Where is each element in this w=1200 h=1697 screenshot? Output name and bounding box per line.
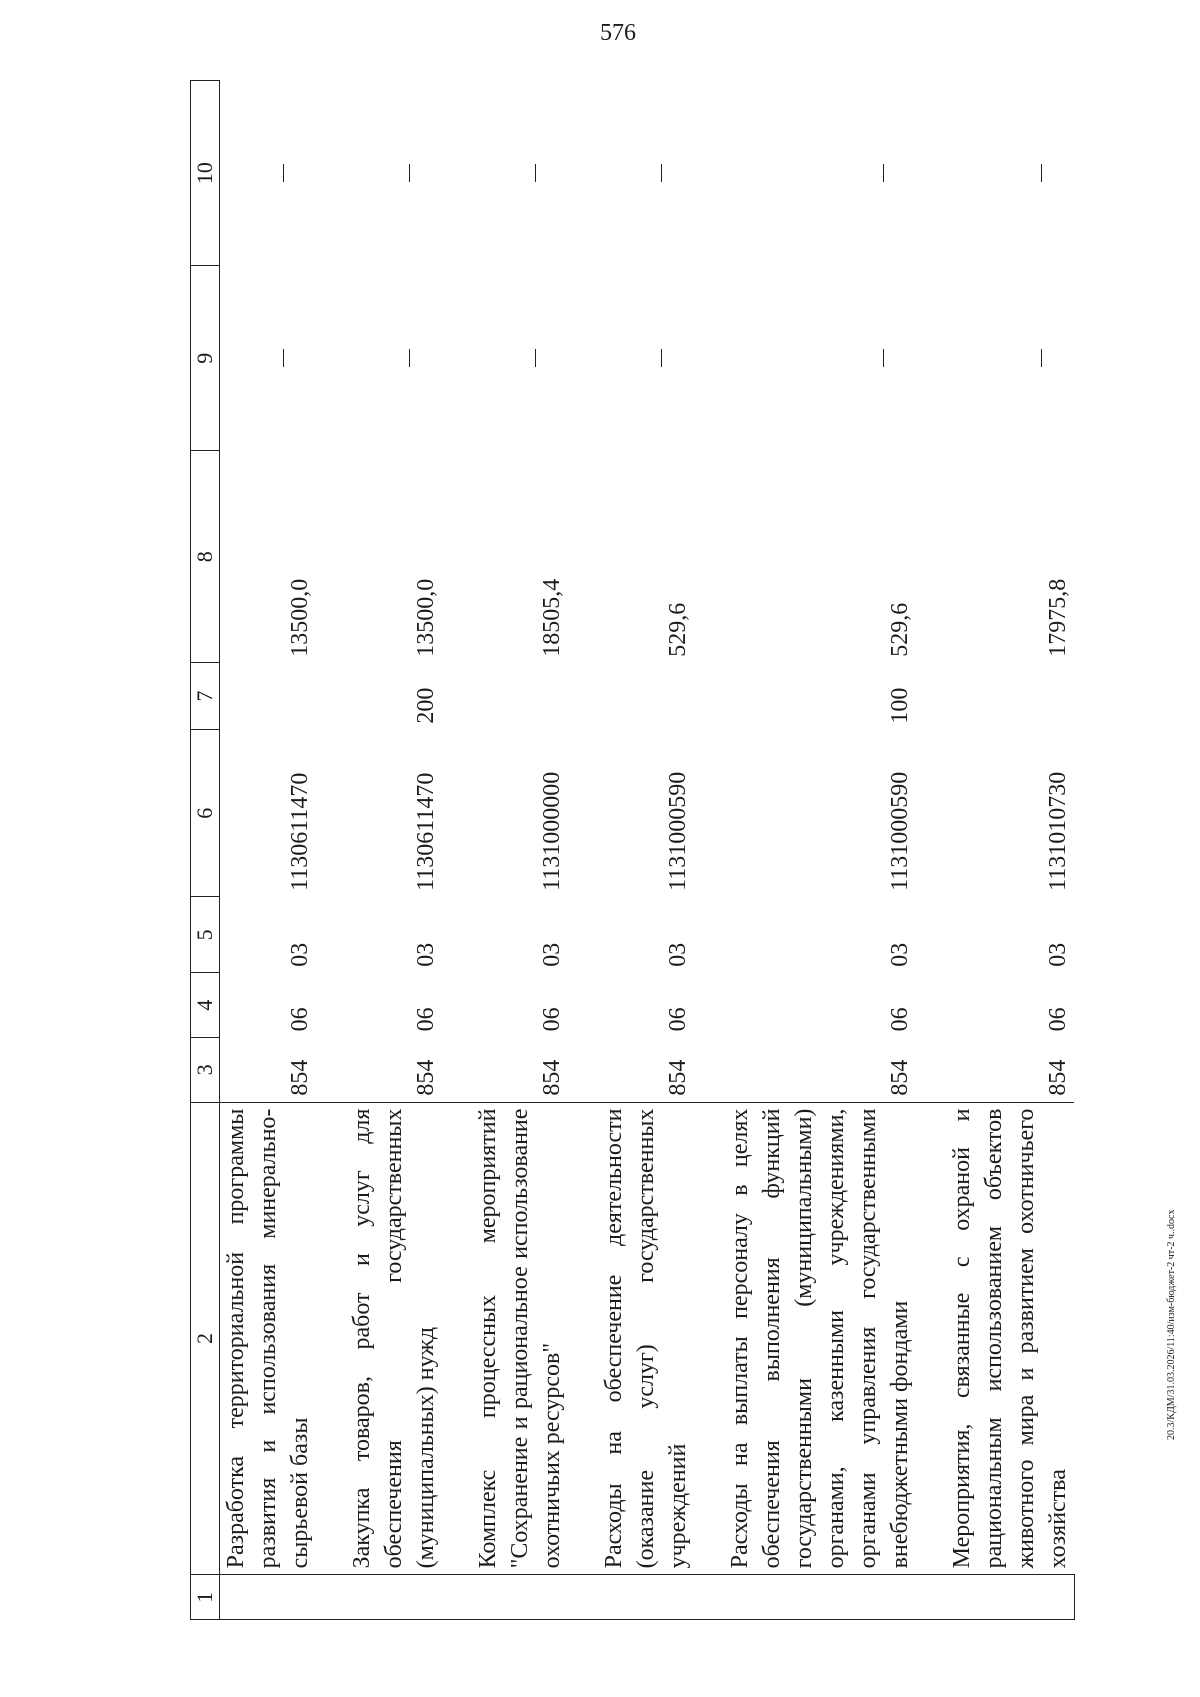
cell-c10 [946, 81, 1074, 266]
spacer-cell [916, 81, 946, 266]
spacer-cell [916, 730, 946, 897]
spacer-cell [316, 266, 346, 451]
cell-c9 [946, 266, 1074, 451]
dash-mark [883, 349, 916, 367]
dash-mark [535, 349, 568, 367]
cell-c8: 13500,0 [287, 578, 313, 657]
cell-c10 [346, 81, 442, 266]
spacer-cell [694, 81, 724, 266]
spacer-cell [442, 897, 472, 973]
spacer-cell [568, 973, 598, 1038]
cell-c4: 06 [1045, 1007, 1071, 1032]
spacer-cell [694, 1037, 724, 1102]
cell-c3: 854 [472, 1037, 568, 1102]
spacer-cell [316, 1102, 346, 1575]
spacer-cell [442, 1102, 472, 1575]
spacer-cell [568, 81, 598, 266]
spacer-cell [442, 266, 472, 451]
spacer-cell [916, 1102, 946, 1575]
dash-mark [1041, 349, 1074, 367]
column-header: 8 [191, 451, 220, 663]
column-header: 6 [191, 730, 220, 897]
cell-c3: 854 [724, 1037, 916, 1102]
cell-c4: 06 [287, 1007, 313, 1032]
budget-table [190, 80, 1075, 1620]
rotated-table-container [190, 80, 1120, 1620]
spacer-cell [694, 1575, 724, 1620]
spacer-cell [316, 973, 346, 1038]
cell-c5: 03 [665, 942, 691, 967]
cell-c8: 13500,0 [413, 578, 439, 657]
cell-c4: 06 [665, 1007, 691, 1032]
cell-name: Разработка территориальной программы развития и использования минерально-сырьевой базы [220, 1102, 317, 1575]
spacer-cell [568, 1037, 598, 1102]
cell-c7 [472, 663, 568, 730]
dash-mark [283, 164, 316, 182]
table-row [472, 81, 568, 1620]
cell-col-1 [220, 1575, 317, 1620]
cell-c6: 1131000590 [665, 771, 691, 891]
spacer-cell [694, 1102, 724, 1575]
spacer-cell [694, 730, 724, 897]
cell-c7 [598, 663, 694, 730]
cell-c4: 06 [539, 1007, 565, 1032]
cell-c9 [346, 266, 442, 451]
cell-c8: 529,6 [665, 602, 691, 657]
row-spacer [694, 81, 724, 1620]
row-spacer [316, 81, 346, 1620]
spacer-cell [694, 663, 724, 730]
table-row [946, 81, 1074, 1620]
dash-mark [661, 349, 694, 367]
column-header: 9 [191, 266, 220, 451]
cell-c7: 200 [413, 687, 439, 724]
cell-c9 [220, 266, 317, 451]
cell-c5: 03 [287, 942, 313, 967]
dash-mark [883, 164, 916, 182]
footer-document-code: 20.3/КДМ/31.03.2026/11:40/изм-бюджет-2 чт-2 ч..docx [1166, 1209, 1177, 1440]
cell-c9 [598, 266, 694, 451]
spacer-cell [916, 1037, 946, 1102]
spacer-cell [442, 81, 472, 266]
column-header: 10 [191, 81, 220, 266]
spacer-cell [316, 1575, 346, 1620]
cell-c4: 06 [413, 1007, 439, 1032]
spacer-cell [916, 451, 946, 663]
cell-c10 [598, 81, 694, 266]
cell-name: Закупка товаров, работ и услуг для обеспечения государственных (муниципальных) нужд [346, 1102, 442, 1575]
cell-c5: 03 [887, 942, 913, 967]
column-header: 5 [191, 897, 220, 973]
cell-c3: 854 [220, 1037, 317, 1102]
column-header: 4 [191, 973, 220, 1038]
cell-col-1 [724, 1575, 916, 1620]
column-header: 7 [191, 663, 220, 730]
cell-c8: 18505,4 [539, 578, 565, 657]
cell-c4: 06 [887, 1007, 913, 1032]
spacer-cell [568, 730, 598, 897]
spacer-cell [442, 451, 472, 663]
spacer-cell [316, 897, 346, 973]
cell-c6: 1130611470 [413, 772, 439, 891]
cell-c10 [220, 81, 317, 266]
spacer-cell [694, 451, 724, 663]
cell-c7: 100 [887, 687, 913, 724]
spacer-cell [916, 973, 946, 1038]
table-row [724, 81, 916, 1620]
spacer-cell [568, 663, 598, 730]
column-header: 3 [191, 1037, 220, 1102]
spacer-cell [916, 1575, 946, 1620]
spacer-cell [316, 81, 346, 266]
spacer-cell [916, 266, 946, 451]
page-number: 576 [600, 20, 636, 46]
cell-col-1 [472, 1575, 568, 1620]
spacer-cell [568, 897, 598, 973]
dash-mark [409, 164, 442, 182]
cell-name: Расходы на обеспечение деятельности (оказание услуг) государственных учреждений [598, 1102, 694, 1575]
cell-c6: 1131000000 [539, 771, 565, 891]
cell-name: Комплекс процессных мероприятий "Сохранение и рациональное использование охотничьих ресурсов" [472, 1102, 568, 1575]
table-row [598, 81, 694, 1620]
spacer-cell [568, 1102, 598, 1575]
cell-name: Мероприятия, связанные с охраной и рациональным использованием объектов животного мира и развитием охотничьего хозяйства [946, 1102, 1074, 1575]
spacer-cell [694, 897, 724, 973]
row-spacer [916, 81, 946, 1620]
spacer-cell [442, 1037, 472, 1102]
spacer-cell [568, 266, 598, 451]
column-header: 2 [191, 1102, 220, 1575]
spacer-cell [442, 730, 472, 897]
cell-c6: 1131010730 [1045, 771, 1071, 891]
dash-mark [1041, 164, 1074, 182]
spacer-cell [442, 663, 472, 730]
cell-c7 [946, 663, 1074, 730]
row-spacer [442, 81, 472, 1620]
cell-c6: 1130611470 [287, 772, 313, 891]
table-row [220, 81, 317, 1620]
cell-c9 [472, 266, 568, 451]
cell-c3: 854 [598, 1037, 694, 1102]
cell-c5: 03 [1045, 942, 1071, 967]
cell-c3: 854 [346, 1037, 442, 1102]
table-row [346, 81, 442, 1620]
cell-col-1 [598, 1575, 694, 1620]
spacer-cell [916, 897, 946, 973]
spacer-cell [568, 451, 598, 663]
spacer-cell [916, 663, 946, 730]
cell-c6: 1131000590 [887, 771, 913, 891]
table-header-row [191, 81, 220, 1620]
dash-mark [661, 164, 694, 182]
cell-c10 [724, 81, 916, 266]
spacer-cell [316, 1037, 346, 1102]
cell-c5: 03 [413, 942, 439, 967]
cell-name: Расходы на выплаты персоналу в целях обеспечения выполнения функций государственными (муниципальными) органами, казенными учреждениями, органами управления государственными внебюджетными фондами [724, 1102, 916, 1575]
cell-c3: 854 [946, 1037, 1074, 1102]
spacer-cell [442, 973, 472, 1038]
cell-col-1 [946, 1575, 1074, 1620]
cell-c8: 529,6 [887, 602, 913, 657]
dash-mark [535, 164, 568, 182]
spacer-cell [694, 973, 724, 1038]
cell-c5: 03 [539, 942, 565, 967]
cell-c7 [220, 663, 317, 730]
spacer-cell [568, 1575, 598, 1620]
spacer-cell [316, 451, 346, 663]
cell-c8: 17975,8 [1045, 578, 1071, 657]
spacer-cell [316, 730, 346, 897]
spacer-cell [694, 266, 724, 451]
dash-mark [409, 349, 442, 367]
column-header: 1 [191, 1575, 220, 1620]
cell-c9 [724, 266, 916, 451]
spacer-cell [316, 663, 346, 730]
dash-mark [283, 349, 316, 367]
cell-c10 [472, 81, 568, 266]
spacer-cell [442, 1575, 472, 1620]
row-spacer [568, 81, 598, 1620]
cell-col-1 [346, 1575, 442, 1620]
